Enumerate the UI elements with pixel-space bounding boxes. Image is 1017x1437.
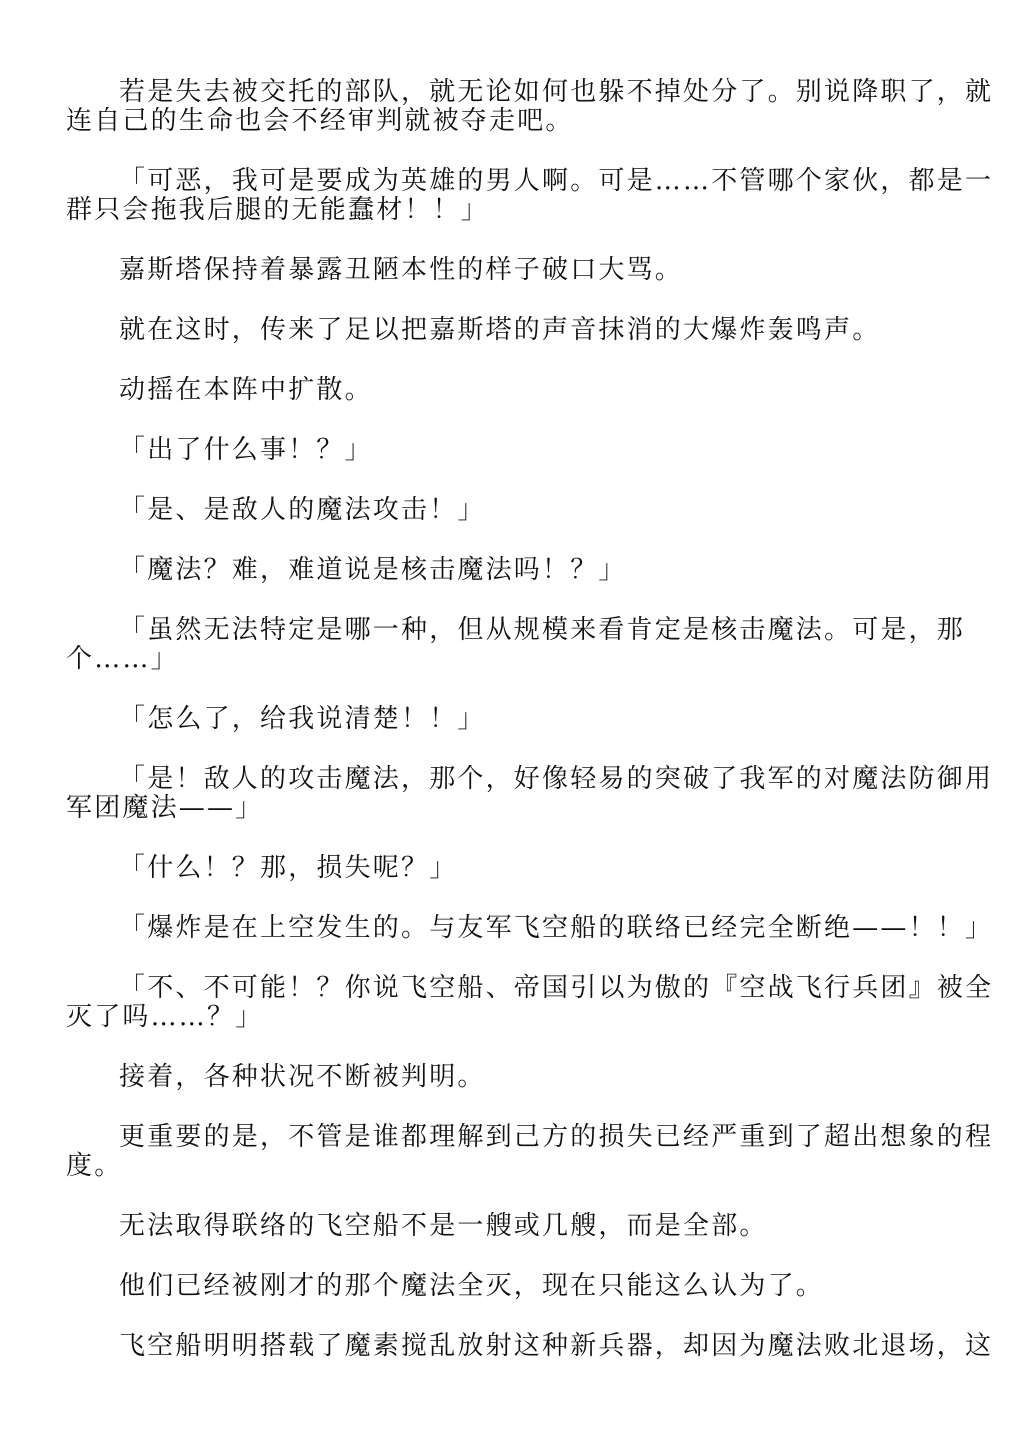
text-line: 飞空船明明搭载了魔素搅乱放射这种新兵器，却因为魔法败北退场，这	[119, 1331, 994, 1361]
text-line: 若是失去被交托的部队，就无论如何也躲不掉处分了。别说降职了，就	[119, 77, 994, 107]
text-line: 无法取得联络的飞空船不是一艘或几艘，而是全部。	[119, 1211, 768, 1241]
text-line: 「虽然无法特定是哪一种，但从规模来看肯定是核击魔法。可是，那	[119, 615, 966, 645]
paragraph	[66, 316, 946, 345]
paragraph	[66, 1212, 946, 1241]
text-line: 嘉斯塔保持着暴露丑陋本性的样子破口大骂。	[119, 255, 684, 285]
text-line: 「魔法？难，难道说是核击魔法吗！？」	[119, 555, 627, 585]
paragraph	[66, 436, 946, 465]
text-line: 军团魔法——」	[66, 793, 264, 823]
text-line: 「是、是敌人的魔法攻击！」	[119, 495, 486, 525]
paragraph	[66, 496, 946, 525]
paragraph	[66, 973, 994, 1032]
paragraph	[66, 166, 994, 225]
paragraph	[66, 764, 994, 823]
paragraph	[66, 77, 994, 136]
text-line: 就在这时，传来了足以把嘉斯塔的声音抹消的大爆炸轰鸣声。	[119, 315, 881, 345]
text-line: 「爆炸是在上空发生的。与友军飞空船的联络已经完全断绝——！！」	[119, 913, 994, 943]
text-line: 他们已经被刚才的那个魔法全灭，现在只能这么认为了。	[119, 1271, 825, 1301]
text-line: 灭了吗……？」	[66, 1002, 264, 1032]
text-line: 群只会拖我后腿的无能蠢材！！」	[66, 195, 490, 225]
text-line: 连自己的生命也会不经审判就被夺走吧。	[66, 106, 574, 136]
text-line: 「怎么了，给我说清楚！！」	[119, 704, 486, 734]
text-line: 「什么！？那，损失呢？」	[119, 853, 458, 883]
paragraph	[66, 556, 946, 585]
text-line: 接着，各种状况不断被判明。	[119, 1062, 486, 1092]
text-line: 「是！敌人的攻击魔法，那个，好像轻易的突破了我军的对魔法防御用	[119, 764, 994, 794]
paragraph	[66, 615, 966, 674]
paragraph	[66, 1122, 994, 1181]
text-line: 「出了什么事！？」	[119, 435, 373, 465]
text-line: 更重要的是，不管是谁都理解到己方的损失已经严重到了超出想象的程	[119, 1122, 994, 1152]
paragraph	[66, 913, 994, 943]
document-page	[66, 77, 994, 1392]
paragraph	[66, 1331, 994, 1361]
text-line: 「不、不可能！？你说飞空船、帝国引以为傲的『空战飞行兵团』被全	[119, 973, 994, 1003]
text-line: 「可恶，我可是要成为英雄的男人啊。可是……不管哪个家伙，都是一	[119, 166, 994, 196]
text-line: 个……」	[66, 644, 179, 674]
paragraph	[66, 854, 946, 883]
paragraph	[66, 256, 946, 285]
text-line: 度。	[66, 1151, 123, 1181]
paragraph	[66, 705, 946, 734]
paragraph	[66, 1272, 946, 1301]
paragraph	[66, 376, 946, 405]
paragraph	[66, 1063, 946, 1092]
text-line: 动摇在本阵中扩散。	[119, 375, 373, 405]
